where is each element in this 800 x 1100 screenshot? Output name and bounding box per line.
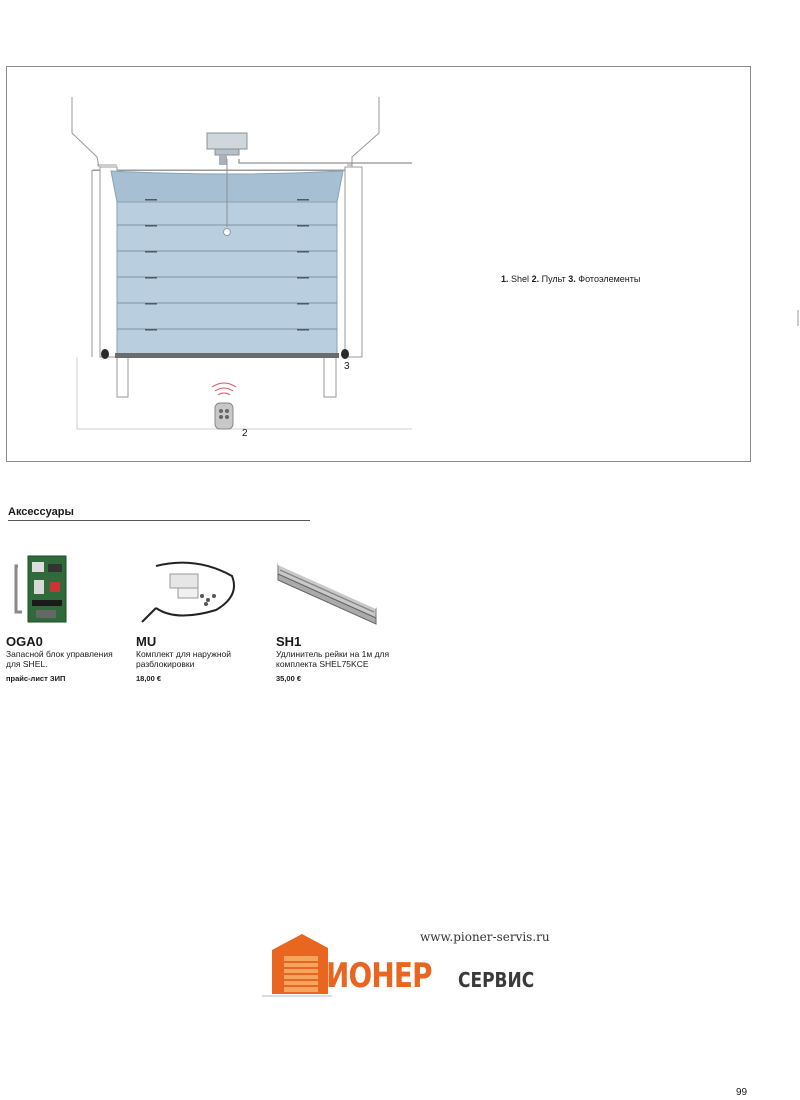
product-description: Удлинитель рейки на 1м для комплекта SHEL75KCE xyxy=(276,649,390,669)
control-board-image xyxy=(6,552,126,632)
product-code: MU xyxy=(136,634,157,649)
legend-text-2: Пульт xyxy=(541,274,566,284)
page-edge-mark xyxy=(797,310,799,326)
legend-num-2: 2. xyxy=(531,274,540,284)
product-price: прайс-лист ЗИП xyxy=(6,674,66,683)
product-sh1 xyxy=(276,552,396,683)
legend-num-3: 3. xyxy=(568,274,576,284)
callout-photocell: 3 xyxy=(344,361,350,372)
product-description: Запасной блок управления для SHEL. xyxy=(6,649,113,669)
product-oga0 xyxy=(6,552,126,683)
product-code: SH1 xyxy=(276,634,302,649)
product-price: 35,00 € xyxy=(276,674,302,683)
logo-url: www.pioner-servis.ru xyxy=(420,930,550,944)
logo-name-main: ИОНЕР xyxy=(326,956,432,996)
garage-door-diagram xyxy=(7,67,752,463)
garage-logo-icon xyxy=(262,928,332,1000)
accessories-title: Аксессуары xyxy=(8,506,310,521)
legend-text-1: Shel xyxy=(511,274,530,284)
diagram-legend xyxy=(501,274,640,284)
page-number: 99 xyxy=(736,1087,748,1098)
product-mu xyxy=(136,552,256,683)
rail-extension-image xyxy=(276,552,396,632)
callout-remote: 2 xyxy=(242,428,248,439)
legend-num-1: 1. xyxy=(501,274,509,284)
logo-name-secondary: СЕРВИС xyxy=(458,968,535,992)
remote-control-icon xyxy=(212,383,236,429)
pioner-servis-logo xyxy=(262,928,552,1000)
unlock-kit-image xyxy=(136,552,256,632)
product-price: 18,00 € xyxy=(136,674,162,683)
diagram-frame xyxy=(6,66,751,462)
legend-text-3: Фотоэлементы xyxy=(578,274,641,284)
product-description: Комплект для наружной разблокировки xyxy=(136,649,232,669)
product-code: OGA0 xyxy=(6,634,43,649)
